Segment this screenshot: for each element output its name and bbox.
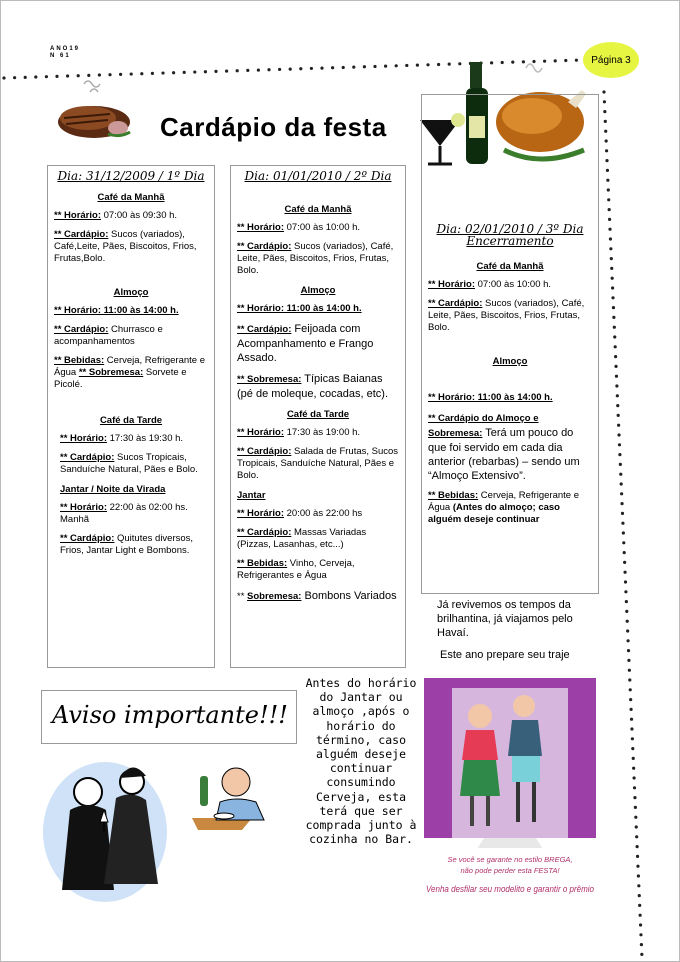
tired-man-illustration bbox=[190, 762, 278, 838]
day1-tea-horario: ** Horário: 17:30 às 19:30 h. bbox=[60, 433, 184, 444]
day2-breakfast-horario: ** Horário: 07:00 às 10:00 h. bbox=[237, 222, 361, 233]
day1-lunch-horario: ** Horário: 11:00 às 14:00 h. bbox=[54, 305, 179, 316]
day2-dinner-bebidas: ** Bebidas: Vinho, Cerveja, Refrigerantes e Água bbox=[237, 558, 355, 581]
day1-heading: Dia: 31/12/2009 / 1º Dia bbox=[57, 169, 205, 183]
day2-breakfast-title: Café da Manhã bbox=[284, 204, 352, 215]
day3-breakfast-cardapio: ** Cardápio: Sucos (variados), Café, Leite, Pães, Biscoitos, Frios, Frutas, Bolo. bbox=[428, 298, 585, 333]
day2-lunch-sobremesa: ** Sobremesa: Típicas Baianas (pé de moleque, cocadas, etc). bbox=[237, 373, 389, 400]
day2-dinner-horario: ** Horário: 20:00 às 22:00 hs bbox=[237, 508, 363, 519]
day2-breakfast-cardapio: ** Cardápio: Sucos (variados), Café, Leite, Pães, Biscoitos, Frios, Frutas, Bolo. bbox=[237, 241, 394, 276]
day3-lunch-cardapio: ** Cardápio do Almoço e Sobremesa: Terá um pouco do que foi servido em cada dia anterior (rebarbas) – sendo um “Almoço Extensivo”. bbox=[428, 413, 580, 482]
page-title: Cardápio da festa bbox=[160, 112, 387, 142]
day2-heading: Dia: 01/01/2010 / 2º Dia bbox=[244, 169, 392, 183]
day1-dinner-cardapio: ** Cardápio: Quitutes diversos, Frios, Jantar Light e Bombons. bbox=[60, 533, 194, 556]
notice-text: Antes do horário do Jantar ou almoço ,após o horário do término, caso alguém deseje continuar consumindo Cerveja, esta terá que ser comprada junto à cozinha no Bar. bbox=[305, 676, 417, 847]
day3-lunch-horario: ** Horário: 11:00 às 14:00 h. bbox=[428, 392, 553, 403]
day3-column bbox=[421, 94, 599, 594]
side-text-traje: Este ano prepare seu traje bbox=[440, 649, 570, 661]
day2-dinner-title: Jantar bbox=[237, 490, 266, 501]
fashion-caption-2: não pode perder esta FESTA! bbox=[460, 866, 560, 875]
roast-meat-illustration bbox=[52, 78, 134, 144]
day1-column bbox=[47, 165, 215, 668]
day1-breakfast-cardapio: ** Cardápio: Sucos (variados), Café,Leite, Pães, Biscoitos, Frios, Frutas,Bolo. bbox=[54, 229, 197, 264]
day2-tea-horario: ** Horário: 17:30 às 19:00 h. bbox=[237, 427, 361, 438]
day2-lunch-horario: ** Horário: 11:00 às 14:00 h. bbox=[237, 303, 362, 314]
page-number-badge: Página 3 bbox=[583, 42, 639, 78]
side-text-intro: Já revivemos os tempos da brilhantina, já viajamos pelo Havaí. bbox=[437, 599, 573, 639]
day1-lunch-bebidas: ** Bebidas: Cerveja, Refrigerante e Água ** Sobremesa: Sorvete e Picolé. bbox=[54, 355, 206, 390]
day3-breakfast-title: Café da Manhã bbox=[476, 261, 544, 272]
day2-tea-cardapio: ** Cardápio: Salada de Frutas, Sucos Tropicais, Sanduíche Natural, Pães e Bolo. bbox=[237, 446, 399, 481]
day2-lunch-title: Almoço bbox=[300, 285, 336, 296]
fashion-caption-1: Se você se garante no estilo BREGA, bbox=[447, 855, 573, 864]
day3-lunch-bebidas: ** Bebidas: Cerveja, Refrigerante e Água (Antes do almoço; caso alguém deseje continuar bbox=[428, 490, 580, 525]
day2-dinner-sobremesa: ** Sobremesa: Bombons Variados bbox=[237, 590, 397, 602]
aviso-title: Aviso importante!!! bbox=[52, 701, 288, 729]
day3-heading: Dia: 02/01/2010 / 3º Dia Encerramento bbox=[436, 222, 584, 248]
day3-breakfast-horario: ** Horário: 07:00 às 10:00 h. bbox=[428, 279, 552, 290]
day1-tea-cardapio: ** Cardápio: Sucos Tropicais, Sanduíche Natural, Pães e Bolo. bbox=[60, 452, 198, 475]
day2-tea-title: Café da Tarde bbox=[286, 409, 350, 420]
day2-lunch-cardapio: ** Cardápio: Feijoada com Acompanhamento e Frango Assado. bbox=[237, 323, 374, 364]
day2-column bbox=[230, 165, 406, 668]
day1-tea-title: Café da Tarde bbox=[99, 415, 163, 426]
day1-breakfast-title: Café da Manhã bbox=[97, 192, 165, 203]
day1-breakfast-horario: ** Horário: 07:00 às 09:30 h. bbox=[54, 210, 178, 221]
day1-dinner-horario: ** Horário: 22:00 às 02:00 hs. Manhã bbox=[60, 502, 188, 525]
party-couple-illustration bbox=[40, 752, 170, 904]
fashion-poster bbox=[424, 678, 596, 902]
day1-lunch-cardapio: ** Cardápio: Churrasco e acompanhamentos bbox=[54, 324, 163, 347]
day3-lunch-title: Almoço bbox=[492, 356, 528, 367]
issue-number: ANO19 N 61 bbox=[50, 46, 81, 59]
dotted-line-right bbox=[590, 60, 650, 960]
aviso-box bbox=[41, 690, 297, 744]
day2-dinner-cardapio: ** Cardápio: Massas Variadas (Pizzas, Lasanhas, etc...) bbox=[237, 527, 367, 550]
day1-dinner-title: Jantar / Noite da Virada bbox=[60, 484, 166, 495]
day1-lunch-title: Almoço bbox=[113, 287, 149, 298]
fashion-caption-3: Venha desfilar seu modelito e garantir o prêmio bbox=[426, 884, 594, 894]
